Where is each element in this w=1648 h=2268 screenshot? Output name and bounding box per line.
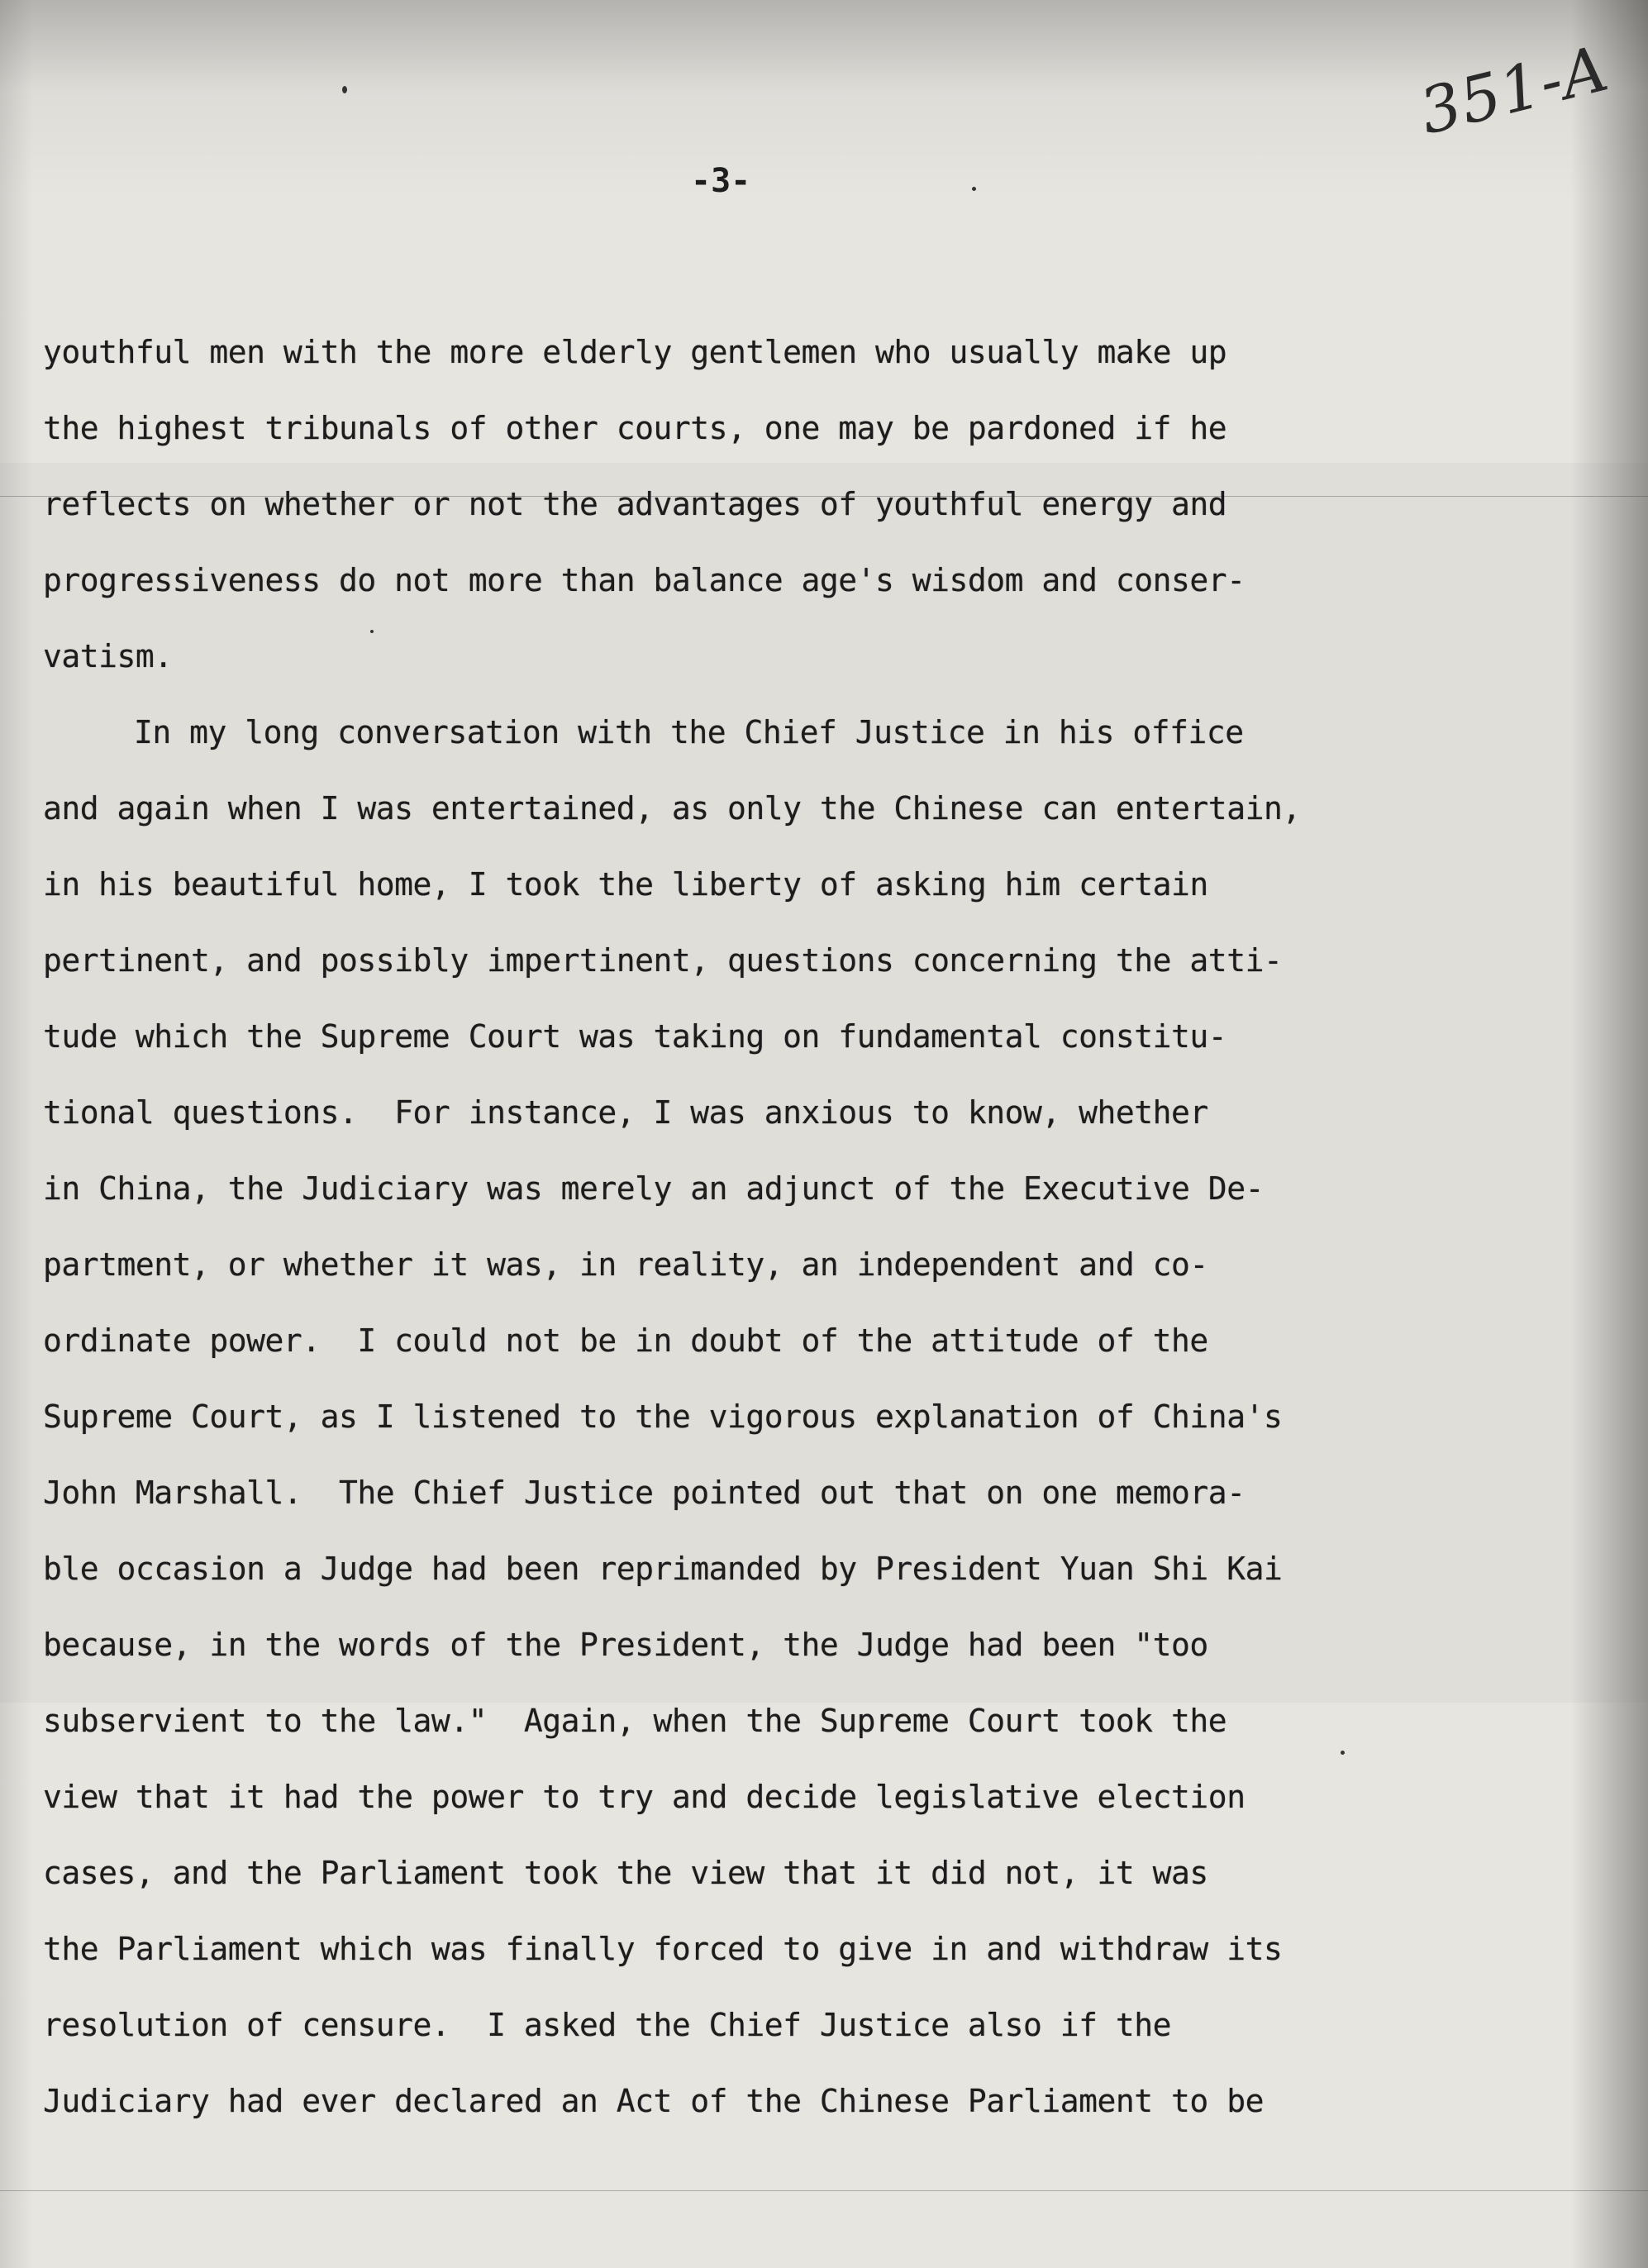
text-line: partment, or whether it was, in reality, an independent and co- [43, 1246, 1208, 1283]
text-line: in his beautiful home, I took the liberty of asking him certain [43, 866, 1208, 903]
text-line: tude which the Supreme Court was taking on fundamental constitu- [43, 1018, 1227, 1055]
scan-line [0, 2190, 1648, 2191]
text-line: and again when I was entertained, as only the Chinese can entertain, [43, 790, 1301, 827]
typed-body-text [43, 314, 1613, 2139]
text-line: resolution of censure. I asked the Chief Justice also if the [43, 2007, 1172, 2043]
text-line: tional questions. For instance, I was anxious to know, whether [43, 1094, 1208, 1131]
text-line: pertinent, and possibly impertinent, questions concerning the atti- [43, 942, 1283, 979]
text-line: ordinate power. I could not be in doubt of the attitude of the [43, 1322, 1208, 1359]
ink-speck [972, 187, 976, 191]
text-line: in China, the Judiciary was merely an adjunct of the Executive De- [43, 1170, 1264, 1207]
text-line: the Parliament which was finally forced to give in and withdraw its [43, 1931, 1283, 1967]
page-number: -3- [691, 162, 751, 200]
text-line: the highest tribunals of other courts, one may be pardoned if he [43, 410, 1227, 446]
text-line: vatism. [43, 638, 173, 674]
text-line: reflects on whether or not the advantages of youthful energy and [43, 486, 1227, 522]
ink-speck [342, 86, 347, 93]
text-line-paragraph-start: In my long conversation with the Chief Justice in his office [134, 714, 1244, 750]
handwritten-page-annotation: 351-A [1412, 31, 1616, 149]
text-line: subservient to the law." Again, when the Supreme Court took the [43, 1703, 1227, 1739]
text-line: cases, and the Parliament took the view that it did not, it was [43, 1855, 1208, 1891]
text-line: because, in the words of the President, the Judge had been "too [43, 1627, 1208, 1663]
text-line: view that it had the power to try and decide legislative election [43, 1779, 1246, 1815]
text-line: youthful men with the more elderly gentlemen who usually make up [43, 334, 1227, 370]
text-line: Supreme Court, as I listened to the vigorous explanation of China's [43, 1398, 1283, 1435]
text-line: Judiciary had ever declared an Act of the Chinese Parliament to be [43, 2083, 1264, 2119]
text-line: progressiveness do not more than balance age's wisdom and conser- [43, 562, 1246, 598]
text-line: ble occasion a Judge had been reprimanded by President Yuan Shi Kai [43, 1551, 1283, 1587]
text-line: John Marshall. The Chief Justice pointed out that on one memora- [43, 1475, 1246, 1511]
